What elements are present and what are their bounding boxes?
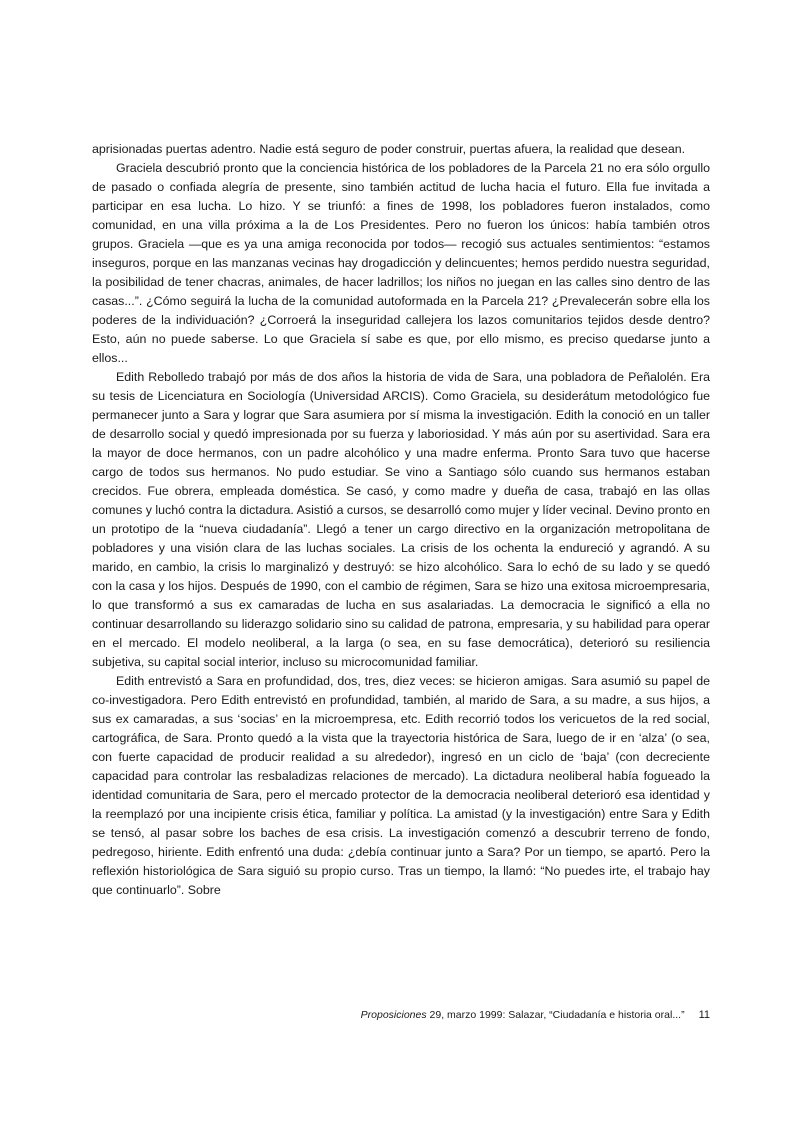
paragraph: Edith entrevistó a Sara en profundidad, dos, tres, diez veces: se hicieron amigas. Sara asumió su papel de co-investigadora. Pero Edith entrevistó en profundidad, también, al marido de Sara, a su madre, a sus hijos, a sus ex camaradas, a sus ‘socias’ en la microempresa, etc. Edith recorrió todos los vericuetos de la red social, cartográfica, de Sara. Pronto quedó a la vista que la trayectoria histórica de Sara, luego de ir en ‘alza’ (o sea, con fuerte capacidad de producir realidad a su alrededor), ingresó en un ciclo de ‘baja’ (con decreciente capacidad para controlar las resbaladizas relaciones de mercado). La dictadura neoliberal había fogueado la identidad comunitaria de Sara, pero el mercado protector de la democracia neoliberal deterioró esa identidad y la reemplazó por una incipiente crisis ética, familiar y política. La amistad (y la investigación) entre Sara y Edith se tensó, al pasar sobre los baches de esa crisis. La investigación comenzó a descubrir terreno de fondo, pedregoso, hiriente. Edith enfrentó una duda: ¿debía continuar junto a Sara? Por un tiempo, se apartó. Pero la reflexión historiológica de Sara siguió su propio curso. Tras un tiempo, la llamó: “No puedes irte, el trabajo hay que continuarlo”. Sobre — [92, 674, 710, 897]
page-footer — [92, 1009, 710, 1021]
footer-citation: 29, marzo 1999: Salazar, “Ciudadanía e historia oral...” — [426, 1009, 685, 1021]
paragraph: aprisionadas puertas adentro. Nadie está seguro de poder construir, puertas afuera, la realidad que desean. — [92, 142, 686, 156]
paragraph: Edith Rebolledo trabajó por más de dos años la historia de vida de Sara, una pobladora de Peñalolén. Era su tesis de Licenciatura en Sociología (Universidad ARCIS). Como Graciela, su desiderátum metodológico fue permanecer junto a Sara y lograr que Sara asumiera por sí misma la investigación. Edith la conoció en un taller de desarrollo social y quedó impresionada por su fuerza y laboriosidad. Y más aún por su asertividad. Sara era la mayor de doce hermanos, con un padre alcohólico y una madre enferma. Pronto Sara tuvo que hacerse cargo de todos sus hermanos. No pudo estudiar. Se vino a Santiago sólo cuando sus hermanos estaban crecidos. Fue obrera, empleada doméstica. Se casó, y como madre y dueña de casa, trabajó en las ollas comunes y luchó contra la dictadura. Asistió a cursos, se desarrolló como mujer y líder vecinal. Devino pronto en un prototipo de la “nueva ciudadanía”. Llegó a tener un cargo directivo en la organización metropolitana de pobladores y una visión clara de las luchas sociales. La crisis de los ochenta la endureció y agrandó. A su marido, en cambio, la crisis lo marginalizó y destruyó: se hizo alcohólico. Sara lo echó de su lado y se quedó con la casa y los hijos. Después de 1990, con el cambio de régimen, Sara se hizo una exitosa microempresaria, lo que transformó a sus ex camaradas de lucha en sus asalariadas. La democracia le significó a ella no continuar desarrollando su liderazgo solidario sino su calidad de patrona, empresaria, y su habilidad para operar en el mercado. El modelo neoliberal, a la larga (o sea, en su fase democrática), deterioró su resiliencia subjetiva, su capital social interior, incluso su microcomunidad familiar. — [92, 370, 710, 669]
body-text — [92, 140, 710, 900]
footer-journal-name: Proposiciones — [360, 1009, 427, 1021]
paragraph: Graciela descubrió pronto que la conciencia histórica de los pobladores de la Parcela 21 no era sólo orgullo de pasado o confiada alegría de presente, sino también actitud de lucha hacia el futuro. Ella fue invitada a participar en esa lucha. Lo hizo. Y se triunfó: a fines de 1998, los pobladores fueron instalados, como comunidad, en una villa próxima a la de Los Presidentes. Pero no fueron los únicos: había también otros grupos. Graciela —que es ya una amiga reconocida por todos— recogió sus actuales sentimientos: “estamos inseguros, porque en las manzanas vecinas hay drogadicción y delincuentes; hemos perdido nuestra seguridad, la posibilidad de tener chacras, animales, de hacer ladrillos; los niños no juegan en las calles sino dentro de las casas...”. ¿Cómo seguirá la lucha de la comunidad autoformada en la Parcela 21? ¿Prevalecerán sobre ella los poderes de la individuación? ¿Corroerá la inseguridad callejera los lazos comunitarios tejidos desde dentro? Esto, aún no puede saberse. Lo que Graciela sí sabe es que, por ello mismo, es preciso quedarse junto a ellos... — [92, 161, 710, 365]
page-number: 11 — [698, 1009, 710, 1021]
